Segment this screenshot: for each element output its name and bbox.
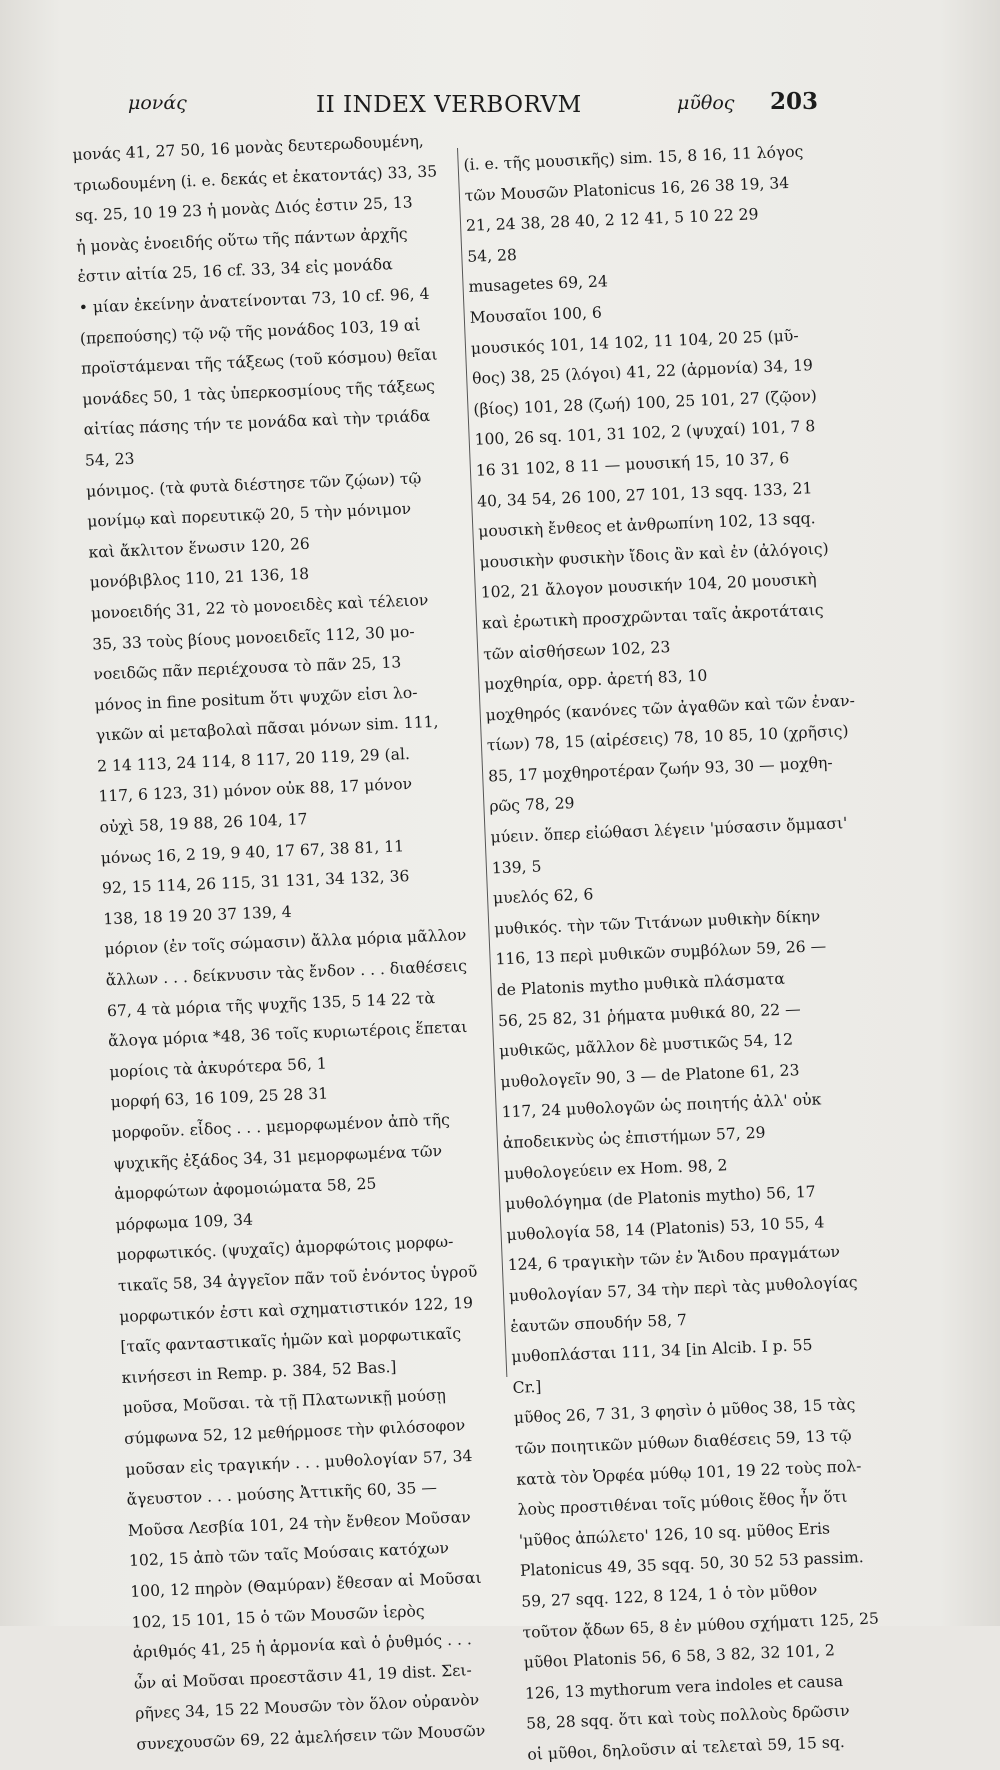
index-line: 102, 21 ἄλογον μουσικήν 104, 20 μουσικὴ <box>480 570 817 602</box>
index-line: (βίος) 101, 28 (ζωή) 100, 25 101, 27 (ζῷον) <box>473 386 818 419</box>
index-line: 117, 6 123, 31) μόνον οὐκ 88, 17 μόνον <box>98 775 413 806</box>
index-line: οἱ μῦθοι, δηλοῦσιν αἱ τελεταὶ 59, 15 sq. <box>527 1732 846 1764</box>
index-line: ἡ μονὰς ἑνοειδής οὕτω τῆς πάντων ἀρχῆς <box>75 224 408 256</box>
index-line: μορφωτικόν ἐστι καὶ σχηματιστικόν 122, 19 <box>118 1293 474 1326</box>
index-line: τῶν Μουσῶν Platonicus 16, 26 38 19, 34 <box>464 173 790 205</box>
index-line: μυθολόγημα (de Platonis mytho) 56, 17 <box>504 1182 817 1214</box>
index-line: μονόβιβλος 110, 21 136, 18 <box>89 565 310 592</box>
index-line: καὶ ἐρωτικὴ προσχρῶνται ταῖς ἀκροτάταις <box>481 600 824 633</box>
index-line: κινήσεσι in Remp. p. 384, 52 Bas.] <box>121 1357 397 1387</box>
index-line: μόρφωμα 109, 34 <box>115 1210 254 1234</box>
index-line: ἑαυτῶν σπουδήν 58, 7 <box>509 1310 688 1336</box>
index-line: 58, 28 sqq. ὅτι καὶ τοὺς πολλοὺς δρῶσιν <box>525 1702 850 1734</box>
index-line: μυθικῶς, μᾶλλον δὲ μυστικῶς 54, 12 <box>498 1030 794 1061</box>
index-line: 67, 4 τὰ μόρια τῆς ψυχῆς 135, 5 14 22 τὰ <box>106 988 436 1020</box>
index-line: τριωδουμένη (i. e. δεκάς et ἑκατοντάς) 33, 35 <box>73 161 438 195</box>
index-line: μοχθηρία, opp. ἀρετή 83, 10 <box>484 666 708 694</box>
index-line: 102, 15 101, 15 ὁ τῶν Μουσῶν ἱερὸς <box>131 1601 425 1632</box>
index-line: 116, 13 περὶ μυθικῶν συμβόλων 59, 26 — <box>495 937 827 969</box>
index-line: 139, 5 <box>491 857 542 878</box>
index-line: μύειν. ὅπερ εἰώθασι λέγειν 'μύσασιν ὄμμασι' <box>490 814 848 847</box>
index-line: μόνιμος. (τὰ φυτὰ διέστησε τῶν ζῴων) τῷ <box>85 468 422 501</box>
index-line: νοειδῶς πᾶν περιέχουσα τὸ πᾶν 25, 13 <box>93 653 402 684</box>
index-line: θος) 38, 25 (λόγοι) 41, 22 (ἁρμονία) 34, 19 <box>471 356 814 388</box>
index-line: μόνος in fine positum ὅτι ψυχῶν εἰσι λο- <box>94 683 418 715</box>
index-line: μουσικός 101, 14 102, 11 104, 20 25 (μῦ- <box>470 326 799 358</box>
index-line: τῶν ποιητικῶν μύθων διαθέσεις 59, 13 τῷ <box>514 1426 852 1458</box>
index-line: μονίμῳ καὶ πορευτικῷ 20, 5 τὴν μόνιμον <box>86 499 412 531</box>
running-head-left: μονάς <box>128 92 187 114</box>
index-line: μυθολογεῖν 90, 3 — de Platone 61, 23 <box>500 1061 800 1092</box>
index-line: 2 14 113, 24 114, 8 117, 20 119, 29 (al. <box>96 744 411 776</box>
index-line: 59, 27 sqq. 122, 8 124, 1 ὁ τὸν μῦθον <box>520 1580 818 1611</box>
index-line: μόριον (ἐν τοῖς σώμασιν) ἄλλα μόρια μᾶλλον <box>104 926 467 959</box>
index-line: (i. e. τῆς μουσικῆς) sim. 15, 8 16, 11 λόγος <box>463 142 804 174</box>
index-line: Μοῦσα Λεσβία 101, 24 τὴν ἔνθεον Μοῦσαν <box>127 1507 472 1540</box>
index-line: 'μῦθος ἀπώλετο' 126, 10 sq. μῦθος Eris <box>518 1519 831 1550</box>
index-line: καὶ ἄκλιτον ἕνωσιν 120, 26 <box>88 534 311 562</box>
index-line: 16 31 102, 8 11 — μουσική 15, 10 37, 6 <box>475 449 790 480</box>
index-line: κατὰ τὸν Ὀρφέα μύθῳ 101, 19 22 τοὺς πολ- <box>516 1456 862 1489</box>
index-line: ἀποδεικνὺς ὡς ἐπιστήμων 57, 29 <box>502 1123 766 1153</box>
index-line: αἰτίας πάσης τήν τε μονάδα καὶ τὴν τριάδα <box>83 407 431 440</box>
index-line: [ταῖς φανταστικαῖς ἡμῶν καὶ μορφωτικαῖς <box>120 1324 462 1357</box>
running-head-right: μῦθος <box>677 92 735 114</box>
index-line: μυθολογία 58, 14 (Platonis) 53, 10 55, 4 <box>506 1213 825 1244</box>
index-line: 35, 33 τοὺς βίους μονοειδεῖς 112, 30 μο- <box>91 622 415 654</box>
index-line: τῶν αἰσθήσεων 102, 23 <box>482 637 671 664</box>
index-line: 56, 25 82, 31 ῥήματα μυθικά 80, 22 — <box>497 999 802 1030</box>
index-line: μυθικός. τὴν τῶν Τιτάνων μυθικὴν δίκην <box>493 907 821 939</box>
index-line: μυελός 62, 6 <box>492 885 594 908</box>
index-line: 92, 15 114, 26 115, 31 131, 34 132, 36 <box>101 867 410 898</box>
index-line: • μίαν ἐκείνην ἀνατείνονται 73, 10 cf. 96, 4 <box>78 284 430 317</box>
index-line: ἐστιν αἰτία 25, 16 cf. 33, 34 εἰς μονάδα <box>77 255 393 287</box>
index-line: μυθοπλάσται 111, 34 [in Alcib. I p. 55 <box>511 1336 813 1367</box>
index-line: 85, 17 μοχθηροτέραν ζωήν 93, 30 — μοχθη- <box>487 753 833 786</box>
running-title: II INDEX VERBORVM <box>316 92 582 118</box>
index-line: μοῦσαν εἰς τραγικήν . . . μυθολογίαν 57, 34 <box>125 1446 473 1479</box>
index-line: ἄγευστον . . . μούσης Ἀττικῆς 60, 35 — <box>126 1478 438 1510</box>
index-line: ψυχικῆς ἐξάδος 34, 31 μεμορφωμένα τῶν <box>112 1141 443 1173</box>
index-line: τίων) 78, 15 (αἱρέσεις) 78, 10 85, 10 (χρῆσις) <box>486 722 849 755</box>
index-line: μυθολογεύειν ex Hom. 98, 2 <box>503 1155 728 1183</box>
index-line: (πρεπούσης) τῷ νῷ τῆς μονάδος 103, 19 αἱ <box>79 315 421 348</box>
index-column-right <box>463 135 908 1770</box>
index-line: τοῦτον ᾄδων 65, 8 ἐν μύθου σχήματι 125, 25 <box>522 1609 880 1642</box>
index-line: μονάδες 50, 1 τὰς ὑπερκοσμίους τῆς τάξεως <box>82 376 436 409</box>
index-line: 21, 24 38, 28 40, 2 12 41, 5 10 22 29 <box>465 205 759 236</box>
index-line: Μουσαῖοι 100, 6 <box>469 303 603 327</box>
index-line: οὐχὶ 58, 19 88, 26 104, 17 <box>99 810 308 837</box>
index-line: de Platonis mytho μυθικὰ πλάσματα <box>496 969 786 1000</box>
index-column-left <box>72 125 519 1760</box>
index-line: 126, 13 mythorum vera indoles et causa <box>524 1671 844 1703</box>
index-line: μορφή 63, 16 109, 25 28 31 <box>110 1084 329 1112</box>
index-line: ἄλλων . . . δείκνυσιν τὰς ἔνδον . . . διαθέσεις <box>105 956 468 990</box>
index-line: 100, 12 πηρὸν (Θαμύραν) ἔθεσαν αἱ Μοῦσαι <box>129 1568 482 1601</box>
index-line: sq. 25, 10 19 23 ἡ μονὰς Διός ἐστιν 25, 13 <box>74 193 413 226</box>
index-line: ρῆνες 34, 15 22 Μουσῶν τὸν ὅλον οὐρανὸν <box>134 1691 480 1724</box>
index-line: μορφωτικός. (ψυχαῖς) ἀμορφώτοις μορφω- <box>116 1232 454 1265</box>
index-line: προϊστάμεναι τῆς τάξεως (τοῦ κόσμου) θεῖαι <box>80 345 438 378</box>
index-line: μόνως 16, 2 19, 9 40, 17 67, 38 81, 11 <box>100 836 405 868</box>
index-line: μορίοις τὰ ἀκυρότερα 56, 1 <box>109 1054 328 1082</box>
index-line: 54, 28 <box>466 245 518 266</box>
index-line: 100, 26 sq. 101, 31 102, 2 (ψυχαί) 101, 7 8 <box>474 417 816 450</box>
index-line: Platonicus 49, 35 sqq. 50, 30 52 53 passim. <box>519 1548 864 1581</box>
index-line: μῦθοι Platonis 56, 6 58, 3 82, 32 101, 2 <box>523 1641 836 1672</box>
index-line: ρῶς 78, 29 <box>489 794 575 816</box>
index-line: μουσικὴν φυσικὴν ἴδοις ἂν καὶ ἐν (ἀλόγοις) <box>479 539 829 572</box>
index-line: 40, 34 54, 26 100, 27 101, 13 sqq. 133, 21 <box>476 478 813 511</box>
index-line: ἀμορφώτων ἀφομοιώματα 58, 25 <box>113 1174 377 1204</box>
index-line: γικῶν αἱ μεταβολαὶ πᾶσαι μόνων sim. 111, <box>95 713 439 745</box>
index-line: μυθολογίαν 57, 34 τὴν περὶ τὰς μυθολογίας <box>508 1273 858 1306</box>
index-line: συνεχουσῶν 69, 22 ἀμελήσειν τῶν Μουσῶν <box>136 1721 486 1754</box>
index-line: μῦθος 26, 7 31, 3 φησὶν ὁ μῦθος 38, 15 τὰς <box>513 1395 856 1428</box>
index-line: τικαῖς 58, 34 ἀγγεῖον πᾶν τοῦ ἐνόντος ὑγροῦ <box>117 1262 478 1296</box>
index-line: musagetes 69, 24 <box>468 272 609 297</box>
index-line: σύμφωνα 52, 12 μεθήρμοσε τὴν φιλόσοφον <box>123 1416 466 1448</box>
index-line: Cr.] <box>512 1377 542 1397</box>
index-line: λοὺς προστιθέναι τοῖς μύθοις ἔθος ἦν ὅτι <box>517 1487 848 1520</box>
index-line: 138, 18 19 20 37 139, 4 <box>102 902 292 929</box>
index-line: μονοειδής 31, 22 τὸ μονοειδὲς καὶ τέλειον <box>90 590 429 623</box>
index-line: ὧν αἱ Μοῦσαι προεστᾶσιν 41, 19 dist. Σει- <box>133 1660 473 1693</box>
index-line: ἀριθμός 41, 25 ἡ ἁρμονία καὶ ὁ ῥυθμός . . . <box>132 1630 473 1662</box>
index-line: ἄλογα μόρια *48, 36 τοῖς κυριωτέροις ἕπεται <box>107 1018 468 1051</box>
page-number: 203 <box>770 88 819 115</box>
index-line: 102, 15 ἀπὸ τῶν ταῖς Μούσαις κατόχων <box>128 1539 450 1571</box>
index-line: 54, 23 <box>84 449 135 470</box>
index-line: 117, 24 μυθολογῶν ὡς ποιητής ἀλλ' οὐκ <box>501 1090 822 1122</box>
index-line: μουσικὴ ἔνθεος et ἀνθρωπίνη 102, 13 sqq. <box>477 509 816 541</box>
index-line: 124, 6 τραγικὴν τῶν ἐν Ἅιδου πραγμάτων <box>507 1243 841 1275</box>
index-line: μοῦσα, Μοῦσαι. τὰ τῇ Πλατωνικῇ μούσῃ <box>122 1386 447 1418</box>
index-line: μοχθηρός (κανόνες τῶν ἀγαθῶν καὶ τῶν ἐναν- <box>485 691 856 725</box>
index-line: μορφοῦν. εἶδος . . . μεμορφωμένον ἀπὸ τῆς <box>111 1110 451 1143</box>
index-line: μονάς 41, 27 50, 16 μονὰς δευτερωδουμένη, <box>72 131 425 164</box>
